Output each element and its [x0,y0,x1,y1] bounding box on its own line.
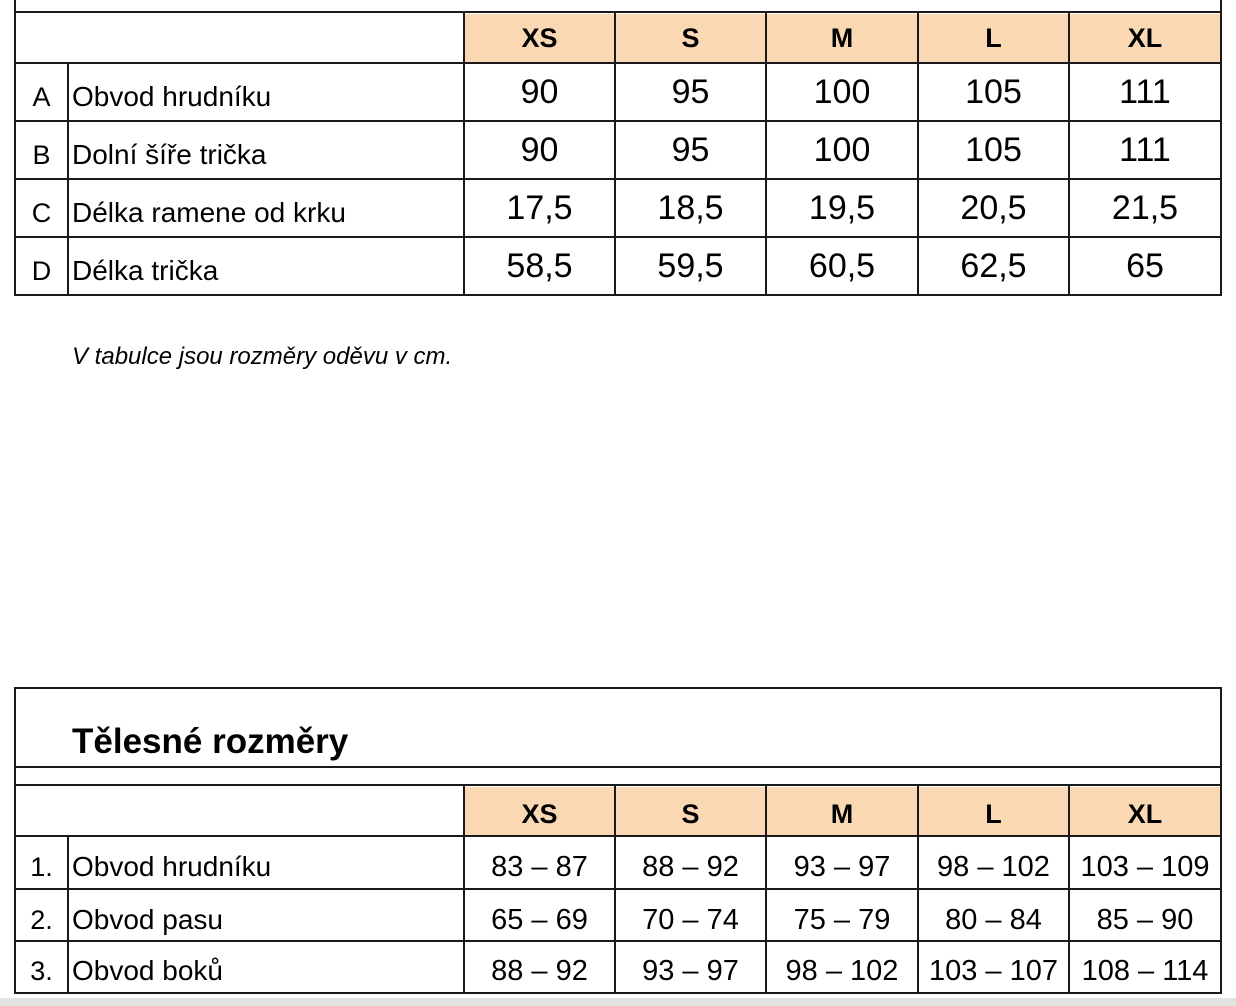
table-title: Tělesné rozměry [72,722,349,761]
size-header-xl: XL [1127,22,1163,53]
grid-line [67,62,69,296]
size-header-l: L [985,798,1002,829]
row-letter: B [32,139,51,170]
value-cell: 70 – 74 [642,903,739,936]
row-label: Obvod hrudníku [72,81,272,112]
row-number: 1. [30,851,53,882]
value-cell: 21,5 [1111,188,1179,227]
size-header-xs: XS [521,798,558,829]
value-cell: 85 – 90 [1096,903,1194,936]
value-cell: 90 [520,130,559,169]
grid-line [1220,0,1222,296]
value-cell: 103 – 109 [1080,850,1210,883]
grid-line [14,766,1222,768]
value-cell: 103 – 107 [928,954,1058,987]
value-cell: 19,5 [808,188,876,227]
value-cell: 58,5 [506,246,573,285]
value-cell: 95 [671,130,710,169]
row-letter: A [32,81,51,112]
row-label: Dolní šíře trička [72,139,267,170]
value-cell: 93 – 97 [793,850,891,883]
row-label: Délka ramene od krku [72,197,346,228]
units-note: V tabulce jsou rozměry oděvu v cm. [72,343,453,370]
value-cell: 65 [1126,246,1164,285]
value-cell: 17,5 [506,188,573,227]
size-header-m: M [830,798,854,829]
value-cell: 65 – 69 [491,903,588,936]
size-header-xl: XL [1127,798,1163,829]
value-cell: 105 [965,130,1022,169]
size-header-xs: XS [521,22,558,53]
page-bottom-edge [0,998,1236,1006]
value-cell: 111 [1119,130,1171,169]
value-cell: 75 – 79 [793,903,891,936]
value-cell: 90 [520,72,559,111]
row-label: Délka trička [72,255,219,286]
row-letter: D [31,255,52,286]
value-cell: 59,5 [657,246,724,285]
row-label: Obvod pasu [72,904,223,935]
size-header-l: L [985,22,1002,53]
value-cell: 108 – 114 [1081,954,1209,987]
row-number: 2. [30,904,53,935]
value-cell: 62,5 [960,246,1027,285]
value-cell: 88 – 92 [642,850,739,883]
size-header-s: S [681,22,700,53]
grid-line [1220,687,1222,994]
grid-line [67,835,69,994]
grid-line [14,687,1222,689]
value-cell: 93 – 97 [642,954,739,987]
value-cell: 98 – 102 [785,954,899,987]
value-cell: 60,5 [808,246,876,285]
grid-line [14,11,1222,13]
value-cell: 80 – 84 [945,903,1042,936]
value-cell: 95 [671,72,710,111]
value-cell: 100 [813,130,871,169]
value-cell: 20,5 [960,188,1027,227]
value-cell: 18,5 [657,188,724,227]
grid-line [14,784,1222,786]
value-cell: 88 – 92 [491,954,588,987]
value-cell: 100 [813,72,871,111]
value-cell: 83 – 87 [491,850,588,883]
size-header-s: S [681,798,700,829]
size-header-m: M [830,22,854,53]
row-number: 3. [30,955,53,986]
value-cell: 98 – 102 [937,850,1050,883]
row-label: Obvod hrudníku [72,851,272,882]
value-cell: 111 [1119,72,1171,111]
row-label: Obvod boků [72,955,223,986]
value-cell: 105 [965,72,1022,111]
row-letter: C [31,197,52,228]
